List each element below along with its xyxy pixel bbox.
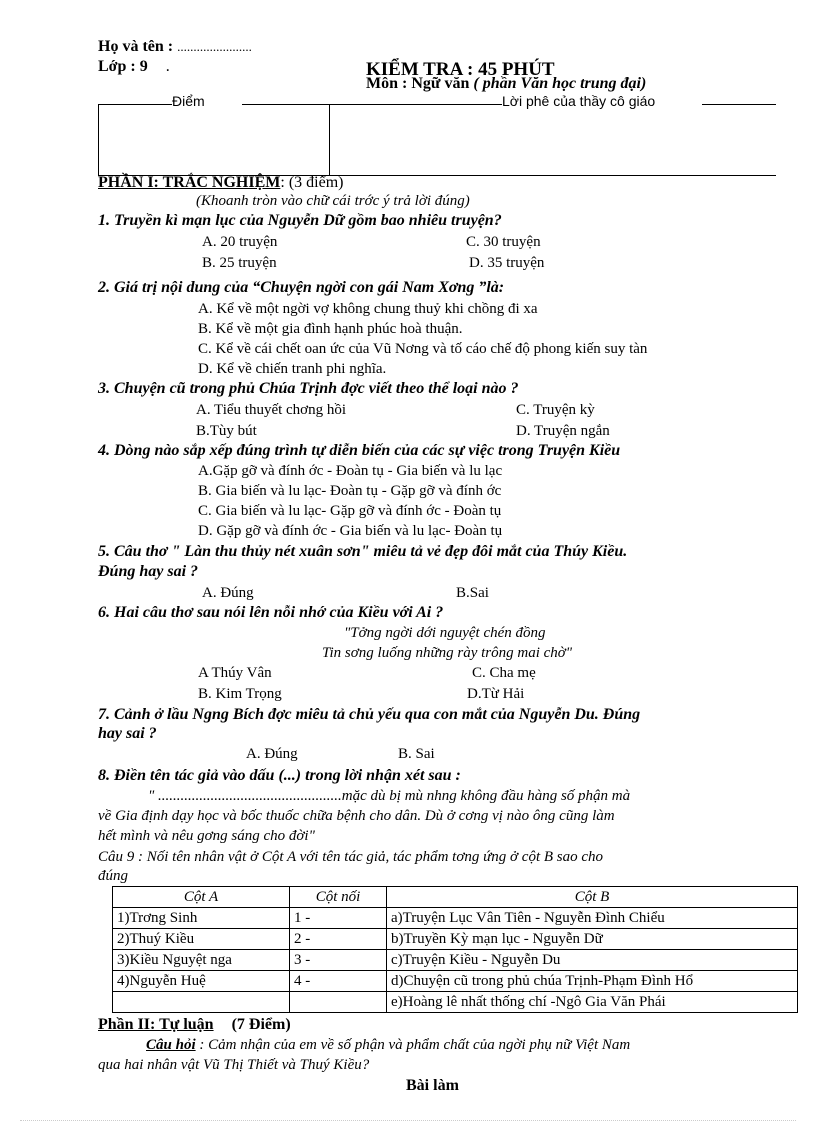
table-row [113,950,798,971]
col-a-cell: 4)Nguyễn Huệ [113,971,290,992]
q8-line2: về Gia định dạy học và bốc thuốc chữa bệnh cho dân. Dù ở cơng vị nào ông cũng làm [98,808,615,824]
part1-heading: PHẦN I: TRẮC NGHIỆM: (3 điểm) [98,174,344,191]
q6-verse1: "Tởng ngời dới nguyệt chén đồng [344,625,546,641]
q4-option-a[interactable]: A.Gặp gỡ và đính ớc - Đoàn tụ - Gia biến và lu lạc [198,463,503,479]
col-a-header: Cột A [113,887,290,908]
q6-option-c[interactable]: C. Cha mẹ [472,665,536,681]
q7-text-line2: hay sai ? [98,725,157,742]
q3-option-b[interactable]: B.Tùy bút [196,423,257,439]
q2-option-a[interactable]: A. Kể về một ngời vợ không chung thuỷ khi chồng đi xa [198,301,538,317]
comment-box[interactable] [330,105,776,174]
table-row [113,908,798,929]
q6-option-d[interactable]: D.Từ Hải [467,686,525,702]
q3-option-c[interactable]: C. Truyện kỳ [516,402,595,418]
table-header-row [113,887,798,908]
q7-option-b[interactable]: B. Sai [398,746,435,762]
q1-option-a[interactable]: A. 20 truyện [202,234,278,250]
q5-text-line2: Đúng hay sai ? [98,563,199,580]
q2-option-d[interactable]: D. Kể về chiến tranh phi nghĩa. [198,361,387,377]
q4-option-c[interactable]: C. Gia biến và lu lạc- Gặp gỡ và đính ớc - Đoàn tụ [198,503,502,519]
q4-option-b[interactable]: B. Gia biến và lu lạc- Đoàn tụ - Gặp gỡ và đính ớc [198,483,502,499]
col-a-cell: 2)Thuý Kiều [113,929,290,950]
col-a-cell: 1)Trơng Sinh [113,908,290,929]
q1-option-c[interactable]: C. 30 truyện [466,234,541,250]
q6-verse2: Tin sơng luống những rày trông mai chờ" [322,645,573,661]
subject-line: Môn : Ngữ văn ( phần Văn học trung đại) [366,75,647,92]
score-box[interactable] [99,105,328,174]
score-label: Điểm [172,93,205,109]
q8-line3: hết mình và nêu gơng sáng cho đời" [98,828,315,844]
table-row [113,929,798,950]
q2-option-b[interactable]: B. Kể về một gia đình hạnh phúc hoà thuận. [198,321,463,337]
q8-line1[interactable]: " .................................................mặc dù bị mù nhng không đầu hàng số phận mà [148,788,631,804]
q7-text-line1: 7. Cảnh ở lầu Ngng Bích đợc miêu tả chủ yếu qua con mắt của Nguyễn Du. Đúng [98,706,641,723]
q5-text-line1: 5. Câu thơ " Làn thu thủy nét xuân sơn" miêu tả vẻ đẹp đôi mắt của Thúy Kiều. [98,543,628,560]
q3-option-a[interactable]: A. Tiểu thuyết chơng hồi [196,402,347,418]
comment-label: Lời phê của thầy cô giáo [502,93,656,109]
q1-option-b[interactable]: B. 25 truyện [202,255,277,271]
col-link-cell[interactable]: 2 - [290,929,387,950]
table-row [113,971,798,992]
q4-option-d[interactable]: D. Gặp gỡ và đính ớc - Gia biến và lu lạc- Đoàn tụ [198,523,503,539]
name-field[interactable]: ....................... [177,39,252,54]
q6-text: 6. Hai câu thơ sau nói lên nỗi nhớ của Kiều với Ai ? [98,604,444,621]
col-a-cell: 3)Kiều Nguyệt nga [113,950,290,971]
col-b-cell: e)Hoàng lê nhất thống chí -Ngô Gia Văn Phái [387,992,798,1013]
q1-text: 1. Truyền kì mạn lục của Nguyễn Dữ gồm bao nhiêu truyện? [98,212,502,229]
q4-text: 4. Dòng nào sắp xếp đúng trình tự diễn biến của các sự việc trong Truyện Kiều [98,442,621,459]
name-label: Họ và tên : ....................... [98,38,252,55]
class-label: Lớp : 9 . [98,58,170,75]
q9-line2: đúng [98,868,128,884]
q8-text: 8. Điền tên tác giả vào dấu (...) trong lời nhận xét sau : [98,767,461,784]
col-link-cell[interactable] [290,992,387,1013]
col-b-cell: d)Chuyện cũ trong phủ chúa Trịnh-Phạm Đình Hổ [387,971,798,992]
col-b-header: Cột B [387,887,798,908]
q7-option-a[interactable]: A. Đúng [246,746,298,762]
exam-title: KIỂM TRA : 45 PHÚT [366,59,555,80]
q9-line1: Câu 9 : Nối tên nhân vật ở Cột A với tên tác giả, tác phẩm tơng ứng ở cột B sao cho [98,849,604,865]
part2-question-line2: qua hai nhân vật Vũ Thị Thiết và Thuý Kiều? [98,1057,370,1073]
q2-option-c[interactable]: C. Kể về cái chết oan ức của Vũ Nơng và tố cáo chế độ phong kiến suy tàn [198,341,648,357]
answer-heading: Bài làm [406,1077,459,1094]
col-link-cell[interactable]: 3 - [290,950,387,971]
col-b-cell: b)Truyền Kỳ mạn lục - Nguyễn Dữ [387,929,798,950]
col-link-header: Cột nối [290,887,387,908]
matching-table [112,886,798,1013]
col-a-cell [113,992,290,1013]
q6-option-b[interactable]: B. Kim Trọng [198,686,282,702]
part2-question-line1: Câu hỏi : Cảm nhận của em về số phận và phẩm chất của ngời phụ nữ Việt Nam [146,1037,631,1053]
q3-option-d[interactable]: D. Truyện ngắn [516,423,610,439]
q5-option-a[interactable]: A. Đúng [202,585,254,601]
part1-instruction: (Khoanh tròn vào chữ cái trớc ý trả lời đúng) [196,193,470,209]
q3-text: 3. Chuyện cũ trong phủ Chúa Trịnh đợc viết theo thể loại nào ? [98,380,519,397]
q1-option-d[interactable]: D. 35 truyện [469,255,545,271]
q5-option-b[interactable]: B.Sai [456,585,489,601]
col-b-cell: a)Truyện Lục Vân Tiên - Nguyễn Đình Chiểu [387,908,798,929]
col-link-cell[interactable]: 1 - [290,908,387,929]
part2-heading: Phần II: Tự luận (7 Điểm) [98,1016,291,1033]
table-row [113,992,798,1013]
q6-option-a[interactable]: A Thúy Vân [198,665,272,681]
q2-text: 2. Giá trị nội dung của “Chuyện ngời con gái Nam Xơng ”là: [98,279,505,296]
col-link-cell[interactable]: 4 - [290,971,387,992]
col-b-cell: c)Truyện Kiều - Nguyễn Du [387,950,798,971]
